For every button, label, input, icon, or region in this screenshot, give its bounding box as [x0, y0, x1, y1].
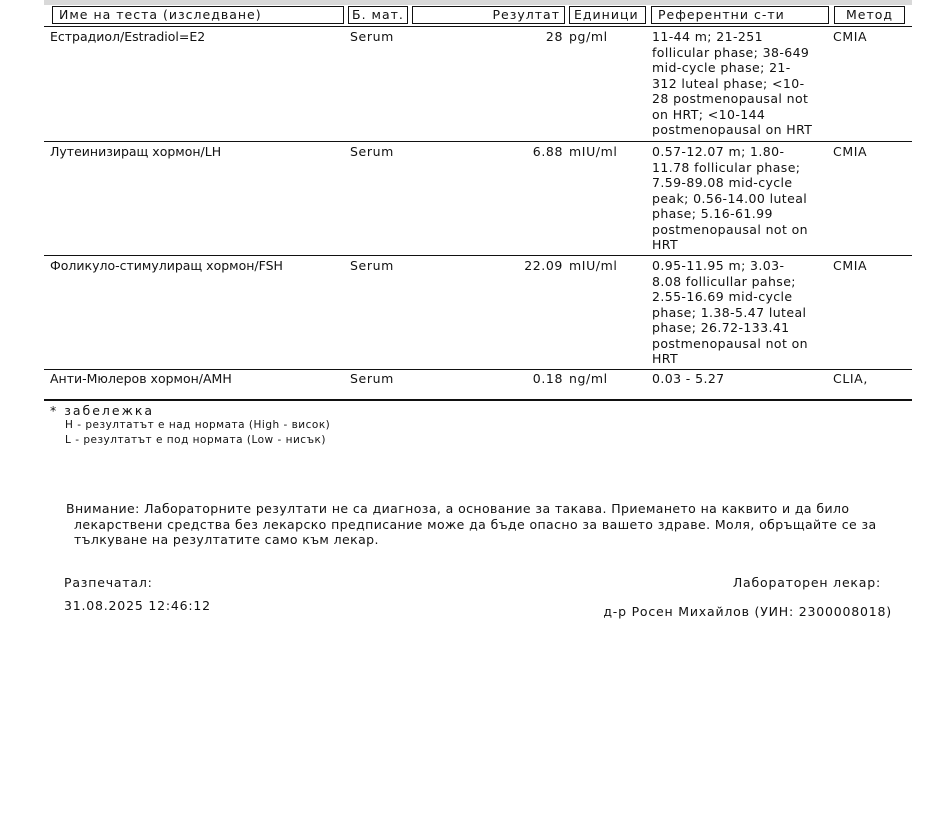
row-divider	[44, 255, 912, 256]
warning-line: Внимание: Лабораторните резултати не са диагноза, а основание за такава. Приемането на каквито и да било	[66, 501, 850, 516]
reference-range	[652, 144, 824, 253]
reference-range	[652, 29, 824, 138]
method: CMIA	[833, 258, 868, 273]
reference-range	[652, 258, 824, 367]
reference-line: peak; 0.56-14.00 luteal	[652, 190, 808, 206]
reference-line: 0.57-12.07 m; 1.80-	[652, 144, 785, 159]
note-low: L - резултатът е под нормата (Low - нисък)	[65, 434, 326, 446]
printed-by-label: Разпечатал:	[64, 575, 153, 590]
material: Serum	[350, 258, 394, 273]
method: CLIA,	[833, 371, 868, 386]
reference-line: 312 luteal phase; <10-	[652, 75, 805, 91]
row-divider	[44, 141, 912, 142]
header-test-name: Име на теста (изследване)	[52, 6, 344, 24]
header-divider	[44, 26, 912, 27]
header-units: Единици	[569, 6, 646, 24]
reference-line: 2.55-16.69 mid-cycle	[652, 289, 793, 304]
test-name: Лутеинизиращ хормон/LH	[50, 144, 222, 159]
disclaimer-warning	[66, 501, 911, 548]
legend-note	[50, 403, 330, 448]
material: Serum	[350, 144, 394, 159]
result-unit: ng/ml	[569, 371, 608, 386]
reference-line: 0.03 - 5.27	[652, 371, 725, 386]
reference-line: 0.95-11.95 m; 3.03-	[652, 258, 785, 273]
header-material: Б. мат.	[348, 6, 408, 24]
lab-doctor-name: д-р Росен Михайлов (УИН: 2300008018)	[603, 604, 892, 619]
row-divider	[44, 369, 912, 370]
reference-line: postmenopausal not on	[652, 221, 808, 237]
result-value: 22.09	[524, 258, 563, 273]
result-value: 28	[545, 29, 563, 44]
method: CMIA	[833, 29, 868, 44]
reference-line: HRT	[652, 237, 679, 252]
reference-line: 11-44 m; 21-251	[652, 29, 763, 44]
warning-line: тълкуване на резултатите само към лекар.	[74, 532, 379, 547]
result-value: 0.18	[532, 371, 563, 386]
result-value: 6.88	[532, 144, 563, 159]
warning-line: лекарствени средства без лекарско предписание може да бъде опасно за вашето здраве. Моля, обръщайте се за	[74, 516, 877, 532]
header-reference: Референтни с-ти	[651, 6, 829, 24]
printed-date: 31.08.2025 12:46:12	[64, 598, 211, 613]
material: Serum	[350, 29, 394, 44]
reference-line: 7.59-89.08 mid-cycle	[652, 175, 793, 190]
page-top-strip	[44, 0, 912, 5]
table-bottom-rule	[44, 399, 912, 401]
reference-line: mid-cycle phase; 21-	[652, 60, 791, 75]
reference-line: phase; 1.38-5.47 luteal	[652, 304, 807, 320]
reference-line: 28 postmenopausal not	[652, 91, 809, 106]
reference-line: postmenopausal on HRT	[652, 122, 813, 137]
result-unit: mIU/ml	[569, 144, 618, 159]
note-high: H - резултатът е над нормата (High - висок)	[65, 419, 331, 431]
result-unit: pg/ml	[569, 29, 608, 44]
reference-range	[652, 371, 824, 387]
reference-line: phase; 26.72-133.41	[652, 320, 790, 335]
reference-line: on HRT; <10-144	[652, 106, 766, 122]
reference-line: HRT	[652, 351, 679, 366]
method: CMIA	[833, 144, 868, 159]
note-title: * забележка	[50, 403, 155, 418]
test-name: Анти-Мюлеров хормон/AMH	[50, 371, 232, 386]
result-unit: mIU/ml	[569, 258, 618, 273]
test-name: Фоликуло-стимулиращ хормон/FSH	[50, 258, 283, 273]
lab-doctor-label: Лабораторен лекар:	[732, 575, 881, 590]
header-result: Резултат	[412, 6, 565, 24]
reference-line: follicular phase; 38-649	[652, 44, 810, 60]
material: Serum	[350, 371, 394, 386]
reference-line: postmenopausal not on	[652, 335, 808, 351]
test-name: Естрадиол/Estradiol=E2	[50, 29, 206, 44]
reference-line: phase; 5.16-61.99	[652, 206, 773, 221]
reference-line: 11.78 follicular phase;	[652, 159, 801, 175]
header-method: Метод	[834, 6, 905, 24]
reference-line: 8.08 follicullar pahse;	[652, 273, 796, 289]
